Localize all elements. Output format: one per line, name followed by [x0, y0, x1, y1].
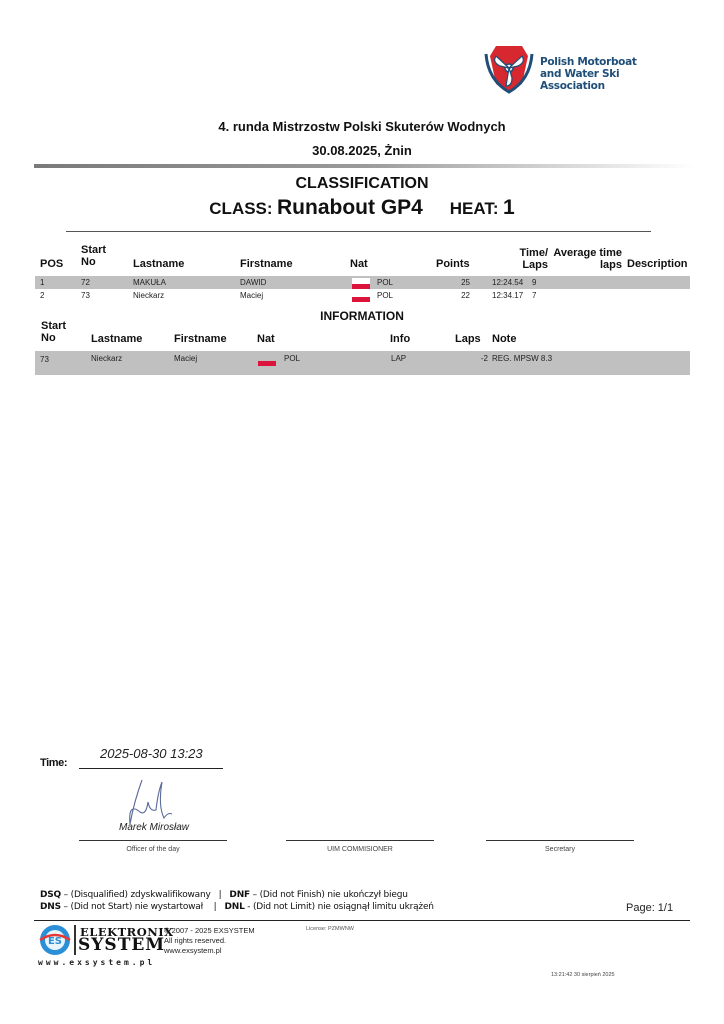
- info-col-start-no-line2: No: [41, 332, 56, 344]
- footer-divider: [34, 920, 690, 921]
- info-cell-nat: POL: [284, 354, 301, 363]
- info-col-info: Info: [390, 333, 411, 345]
- cell-laps: 7: [532, 291, 537, 300]
- cell-laps: 9: [532, 278, 537, 287]
- col-average-time-line2: laps: [599, 259, 622, 271]
- copyright-block: [164, 926, 255, 956]
- legend-line-2: [40, 902, 434, 912]
- legend-separator: |: [213, 902, 217, 912]
- col-points: Points: [436, 258, 470, 270]
- cell-time: 12:24.54: [492, 278, 524, 287]
- svg-text:ES: ES: [47, 936, 63, 947]
- table-row: [35, 276, 690, 289]
- col-time-laps: [510, 247, 548, 271]
- class-label: CLASS:: [209, 199, 273, 218]
- cell-points: 22: [461, 291, 470, 300]
- cell-nat: POL: [377, 291, 394, 300]
- heat-label: HEAT:: [449, 199, 499, 218]
- cell-pos: 1: [40, 278, 45, 287]
- poland-flag-icon: [258, 355, 276, 366]
- exsystem-divider: [74, 925, 76, 955]
- secretary-signature-line: [486, 840, 634, 841]
- commissioner-caption: UIM COMMISIONER: [327, 846, 393, 853]
- col-pos: POS: [40, 258, 64, 270]
- col-start-no-line2: No: [81, 256, 96, 268]
- website-link[interactable]: www.exsystem.pl: [164, 946, 222, 955]
- col-start-no: [81, 244, 106, 268]
- info-cell-info: LAP: [391, 354, 407, 363]
- copyright-text: © 2007 - 2025 EXSYSTEM: [164, 926, 255, 935]
- class-divider: [66, 231, 651, 232]
- legend-dnl-code: DNL: [224, 902, 245, 912]
- time-value: 2025-08-30 13:23: [100, 746, 203, 761]
- commissioner-signature-line: [286, 840, 434, 841]
- time-underline: [79, 768, 223, 769]
- legend-line-1: [40, 890, 408, 900]
- info-col-laps: Laps: [455, 333, 481, 345]
- officer-name: Marek Mirosław: [119, 822, 190, 833]
- org-name-line2: and Water Ski Association: [540, 68, 620, 92]
- info-col-start-no-line1: Start: [41, 320, 67, 332]
- info-cell-note: REG. MPSW 8.3: [492, 354, 553, 363]
- org-name-line1: Polish Motorboat: [540, 56, 637, 68]
- info-cell-lastname: Nieckarz: [91, 354, 123, 363]
- exsystem-globe-icon: [38, 924, 72, 956]
- legend-dnf-code: DNF: [229, 890, 250, 900]
- legend-dsq-text: – (Disqualified) zdyskwalifikowany: [61, 890, 211, 900]
- info-col-lastname: Lastname: [91, 333, 143, 345]
- info-col-firstname: Firstname: [174, 333, 227, 345]
- heat-value: 1: [503, 196, 515, 219]
- col-average-time-line1: Average time: [553, 247, 622, 259]
- col-start-no-line1: Start: [81, 244, 107, 256]
- cell-points: 25: [461, 278, 470, 287]
- legend-dns-text: – (Did not Start) nie wystartował: [60, 902, 203, 912]
- officer-caption: Officer of the day: [126, 846, 180, 853]
- cell-firstname: DAWID: [240, 278, 267, 287]
- cell-nat: POL: [377, 278, 394, 287]
- poland-flag-icon: [352, 278, 370, 289]
- legend-dsq-code: DSQ: [40, 890, 62, 900]
- event-title: 4. runda Mistrzostw Polski Skuterów Wodnych: [218, 119, 506, 134]
- legend-dnf-text: – (Did not Finish) nie ukończył biegu: [249, 890, 408, 900]
- document-type: CLASSIFICATION: [295, 175, 429, 192]
- col-time-laps-line2: Laps: [522, 259, 548, 271]
- org-name: [540, 56, 672, 92]
- cell-pos: 2: [40, 291, 45, 300]
- header-divider: [34, 164, 694, 168]
- secretary-caption: Secretary: [545, 846, 575, 853]
- info-col-nat: Nat: [257, 333, 275, 345]
- col-average-time: [550, 247, 622, 271]
- legend-dns-code: DNS: [40, 902, 61, 912]
- cell-start-no: 72: [81, 278, 90, 287]
- info-cell-laps: -2: [480, 354, 488, 363]
- page-number: Page: 1/1: [626, 902, 674, 914]
- cell-firstname: Maciej: [240, 291, 264, 300]
- legend-separator: |: [218, 890, 222, 900]
- col-lastname: Lastname: [133, 258, 185, 270]
- info-col-start-no: [41, 320, 66, 344]
- info-table-row: [35, 351, 690, 375]
- license-text: License: PZMWNW: [306, 926, 354, 932]
- cell-time: 12:34.17: [492, 291, 524, 300]
- pzmwnw-logo: [482, 44, 672, 94]
- cell-lastname: Nieckarz: [133, 291, 165, 300]
- poland-flag-icon: [352, 291, 370, 302]
- class-value: Runabout GP4: [277, 196, 423, 219]
- time-label: Time:: [40, 757, 68, 769]
- col-nat: Nat: [350, 258, 368, 270]
- cell-start-no: 73: [81, 291, 90, 300]
- class-heat-line: [0, 196, 724, 220]
- information-title: INFORMATION: [320, 309, 404, 323]
- cell-lastname: MAKUŁA: [133, 278, 166, 287]
- exsystem-brand-line2: SYSTEM: [78, 935, 166, 955]
- shield-propeller-icon: [482, 44, 536, 94]
- info-cell-start-no: 73: [40, 355, 49, 364]
- exsystem-brand-line1: ELEKTRONIX: [80, 925, 174, 939]
- table-row: [35, 289, 690, 302]
- event-date-place: 30.08.2025, Żnin: [312, 143, 412, 158]
- rights-text: All rights reserved.: [164, 936, 227, 945]
- exsystem-brand-www: www.exsystem.pl: [38, 958, 156, 967]
- info-col-note: Note: [492, 333, 517, 345]
- legend-dnl-text: - (Did not Limit) nie osiągnął limitu ukrążeń: [244, 902, 434, 912]
- col-firstname: Firstname: [240, 258, 293, 270]
- print-timestamp: 13:21:42 30 sierpień 2025: [551, 972, 615, 978]
- officer-signature-line: [79, 840, 227, 841]
- col-time-laps-line1: Time/: [519, 247, 548, 259]
- col-description: Description: [627, 258, 688, 270]
- info-cell-firstname: Maciej: [174, 354, 198, 363]
